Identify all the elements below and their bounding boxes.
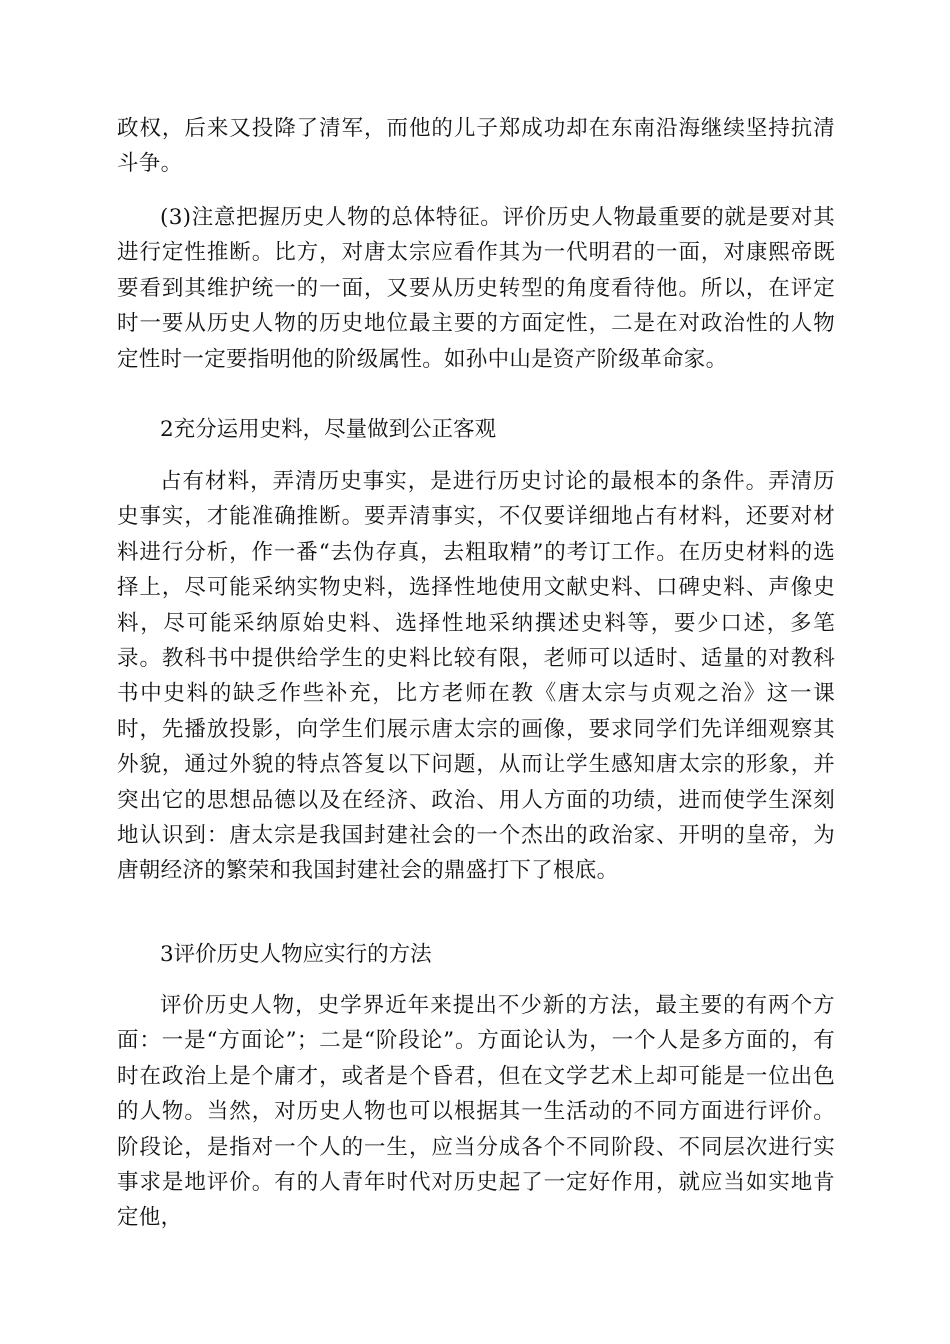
paragraph-evaluation-methods: 评价历史人物，史学界近年来提出不少新的方法，最主要的有两个方面：一是“方面论”；二是“阶段论”。方面论认为，一个人是多方面的，有时在政治上是个庸才，或者是个昏君，但在文学艺术上却可能是一位出色的人物。当然，对历史人物也可以根据其一生活动的不同方面进行评价。阶段论，是指对一个人的一生，应当分成各个不同阶段、不同层次进行实事求是地评价。有的人青年时代对历史起了一定好作用，就应当如实地肯定他， bbox=[117, 993, 835, 1231]
paragraph-historical-materials: 占有材料，弄清历史事实，是进行历史讨论的最根本的条件。弄清历史事实，才能准确推断。要弄清事实，不仅要详细地占有材料，还要对材料进行分析，作一番“去伪存真，去粗取精”的考订工作。在历史材料的选择上，尽可能采纳实物史料，选择性地使用文献史料、口碑史料、声像史料，尽可能采纳原始史料、选择性地采纳撰述史料等，要少口述，多笔录。教科书中提供给学生的史料比较有限，老师可以适时、适量的对教科书中史料的缺乏作些补充，比方老师在教《唐太宗与贞观之治》这一课时，先播放投影，向学生们展示唐太宗的画像，要求同学们先详细观察其外貌，通过外貌的特点答复以下问题，从而让学生感知唐太宗的形象，并突出它的思想品德以及在经济、政治、用人方面的功绩，进而使学生深刻地认识到：唐太宗是我国封建社会的一个杰出的政治家、开明的皇帝，为唐朝经济的繁荣和我国封建社会的鼎盛打下了根底。 bbox=[117, 469, 835, 884]
section-heading-2: 2充分运用史料，尽量做到公正客观 bbox=[160, 417, 497, 442]
paragraph-overall-characteristics: (3)注意把握历史人物的总体特征。评价历史人物最重要的就是要对其进行定性推断。比方，对唐太宗应看作其为一代明君的一面，对康熙帝既要看到其维护统一的一面，又要从历史转型的角度看待他。所以，在评定时一要从历史人物的历史地位最主要的方面定性，二是在对政治性的人物定性时一定要指明他的阶级属性。如孙中山是资产阶级革命家。 bbox=[117, 205, 835, 372]
section-heading-3: 3评价历史人物应实行的方法 bbox=[160, 942, 432, 967]
paragraph-zheng-chenggong: 政权，后来又投降了清军，而他的儿子郑成功却在东南沿海继续坚持抗清斗争。 bbox=[117, 116, 835, 177]
